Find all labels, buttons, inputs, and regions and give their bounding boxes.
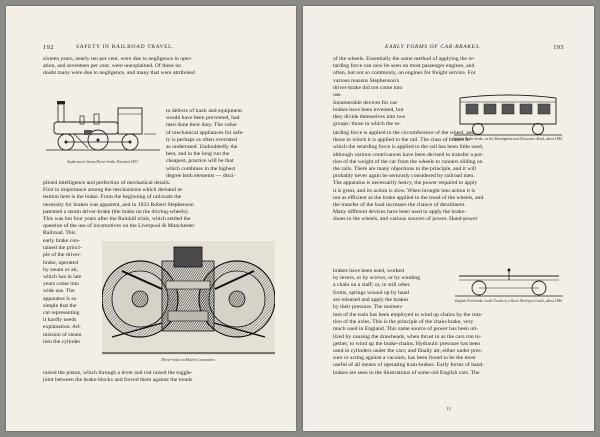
- locomotive-illustration: [44, 90, 162, 158]
- text-line: wide use. The: [43, 288, 75, 295]
- text-line: joint between the brake-blocks and forced them against the treads: [43, 377, 193, 384]
- text-line: would have been prevented, had: [166, 115, 240, 122]
- paragraph-wrap-1: [333, 78, 447, 128]
- text-line: tion of the axles. This is the principle of the chain-brake, very: [333, 319, 474, 326]
- signature-mark: 13: [446, 406, 451, 411]
- text-line: much used in England. This same source of power has been uti-: [333, 326, 479, 333]
- paragraph-wrap-1: [166, 108, 275, 180]
- text-line: tarding force is applied to the circumference of the wheel, and: [333, 130, 475, 136]
- page-number: 192: [43, 44, 54, 51]
- text-line: gether, to wind up the brake-chains. Hydraulic pressure has been: [333, 340, 481, 347]
- text-line: men done their duty. The value: [166, 122, 237, 129]
- text-line: a chain on a staff; or, in still other: [333, 282, 410, 289]
- text-line: driver-brake did not come into: [333, 85, 403, 92]
- text-line: are released and apply the brakes: [333, 296, 409, 303]
- text-line: cut representing: [43, 310, 80, 317]
- text-line: tarding force can now be seen on most passenger engines, and: [333, 63, 475, 70]
- text-line: tum of the train has been employed to wind up chains by the rota-: [333, 312, 483, 318]
- paragraph-top: [43, 56, 275, 78]
- text-line: it is great, and its action is slow. When brought into action it is: [333, 187, 476, 194]
- figure-caption: Stephenson's Steam Driver-brake. Patented 1833.: [67, 160, 139, 164]
- text-line: explanation. Ad-: [43, 324, 81, 331]
- stephenson-steam-driver-brake-figure: [44, 90, 162, 166]
- text-line: patented a steam driver-brake (the brake on the driving-wheels).: [43, 208, 189, 215]
- text-line: into the cylinder: [43, 338, 81, 345]
- text-line: it hardly needs: [43, 317, 77, 324]
- text-line: by their pressure. The momen-: [333, 304, 403, 311]
- text-line: by levers, or by screws, or by winding: [333, 275, 421, 282]
- text-line: of the wheels. Essentially the same method of applying the re-: [333, 56, 475, 62]
- text-line: ple of the driver-: [43, 252, 82, 259]
- text-line: degree both elements — disci-: [166, 172, 236, 179]
- text-line: ation, and seventeen per cent. were unexplained. Of these no: [43, 63, 182, 70]
- text-line: brakes have been used, worked: [333, 268, 404, 274]
- figure-caption: English Brake-brake, on the Birmingham and Gloucester Road, about 1840.: [453, 137, 563, 141]
- text-line: forms, springs wound up by hand: [333, 289, 410, 296]
- text-line: the transfer of the load increases the chance of derailment.: [333, 202, 466, 209]
- running-head-title: EARLY FORMS OF CAR-BRAKES.: [385, 44, 481, 50]
- left-page: [6, 6, 296, 431]
- text-line: question of the use of locomotives on the Liverpool & Manchester: [43, 223, 195, 230]
- text-line: sixteen years, nearly ten per cent. were due to negligence in oper-: [43, 56, 193, 62]
- text-line: brakes have been invented, but: [333, 106, 404, 113]
- text-line: various reasons Stephenson's: [333, 78, 400, 84]
- text-line: best, and in the long run the: [166, 151, 230, 158]
- text-line: Railroad. This: [43, 230, 76, 237]
- locomotive-brake-engraving: [102, 241, 275, 355]
- paragraph-bottom: [43, 370, 275, 384]
- text-line: sure or acting against a vacuum, has been found to be the most: [333, 355, 476, 362]
- truck-brake-illustration: [453, 268, 565, 298]
- text-line: This was but four years after the Rainhill trials, which settled the: [43, 216, 191, 223]
- text-line: often, but not so commonly, on engines for freight service. For: [333, 70, 476, 77]
- text-line: which the retarding force is applied to the rail has been little used,: [333, 144, 484, 151]
- text-line: The apparatus is necessarily heavy, the power required to apply: [333, 180, 478, 187]
- text-line: used in cylinders under the cars; and finally air, either under pres-: [333, 348, 483, 355]
- text-line: of mechanical appliances for safe-: [166, 129, 245, 136]
- text-line: First in importance among the mechanisms which demand at-: [43, 187, 184, 194]
- figure-caption: Driver-brake on Modern Locomotive.: [161, 358, 216, 362]
- text-line: doubt many were due to negligence, and many that were attributed: [43, 70, 195, 77]
- paragraph-bottom: [333, 312, 565, 377]
- paragraph-narrow: [43, 238, 97, 346]
- text-line: lized by causing the drawheads, when thrust in as the cars run to-: [333, 333, 482, 340]
- text-line: useful of all means of operating train-brakes. Early forms of hand-: [333, 362, 485, 369]
- text-line: those in which it is applied to the rail. The class of brakes in: [333, 137, 470, 144]
- text-line: tention here is the brake. From the beginning of railroads the: [43, 194, 182, 201]
- figure-caption: English Foot-brake on the Trucks of a Street Work-pen Coach, about 1840.: [455, 299, 563, 303]
- text-line: which has in late: [43, 274, 82, 281]
- text-line: Innumerable devices for car-: [333, 99, 399, 106]
- paragraph-mid: [333, 130, 565, 224]
- text-line: mission of steam: [43, 331, 82, 338]
- text-line: necessity for brakes was apparent, and in 1833 Robert Stephenson: [43, 201, 194, 208]
- text-line: although various contrivances have been devised to transfer a por-: [333, 151, 484, 158]
- running-head-title: SAFETY IN RAILROAD TRAVEL.: [76, 44, 175, 50]
- paragraph-mid: [43, 180, 275, 238]
- text-line: which combines in the highest: [166, 165, 236, 172]
- english-foot-brake-figure: [453, 268, 565, 314]
- text-line: they divide themselves into two: [333, 114, 406, 121]
- paragraph-wrap-2: [333, 268, 445, 311]
- text-line: raised the piston, which through a lever and rod raised the toggle-: [43, 370, 193, 376]
- text-line: years come into: [43, 281, 80, 288]
- text-line: ty is perhaps as often overrated: [166, 136, 237, 143]
- text-line: cheapest, practice will be that: [166, 158, 234, 165]
- right-page: [303, 6, 594, 431]
- text-line: use.: [333, 92, 343, 99]
- text-line: shoes to the wheels, and various sources of power. Hand-power: [333, 216, 478, 223]
- text-line: groups: those in which the re-: [333, 121, 401, 128]
- text-line: as underrated. Undoubtedly the: [166, 144, 238, 151]
- text-line: early brake con-: [43, 238, 80, 244]
- text-line: Many different devices have been used to apply the brake-: [333, 209, 467, 216]
- text-line: the rails. There are many objections to the principle, and it will: [333, 166, 477, 173]
- text-line: brakes are seen in the illustrations of some old English cars. The: [333, 369, 480, 376]
- page-number: 193: [553, 44, 564, 51]
- text-line: to defects of track and equipment: [166, 108, 242, 114]
- paragraph-top: [333, 56, 565, 78]
- text-line: not as efficient as the brake applied to the tread of the wheels, and: [333, 194, 484, 201]
- text-line: plined intelligence and perfection of mechanical details.: [43, 180, 171, 186]
- text-line: simple that the: [43, 302, 77, 309]
- modern-driver-brake-figure: [102, 241, 275, 366]
- text-line: probably never again be seriously considered by railroad men.: [333, 173, 475, 180]
- text-line: brake, operated: [43, 259, 79, 266]
- text-line: apparatus is so: [43, 295, 77, 302]
- text-line: tion of the weight of the car from the wheels to runners sliding on: [333, 158, 483, 165]
- text-line: tained the princi-: [43, 245, 82, 252]
- text-line: by steam or air,: [43, 266, 79, 273]
